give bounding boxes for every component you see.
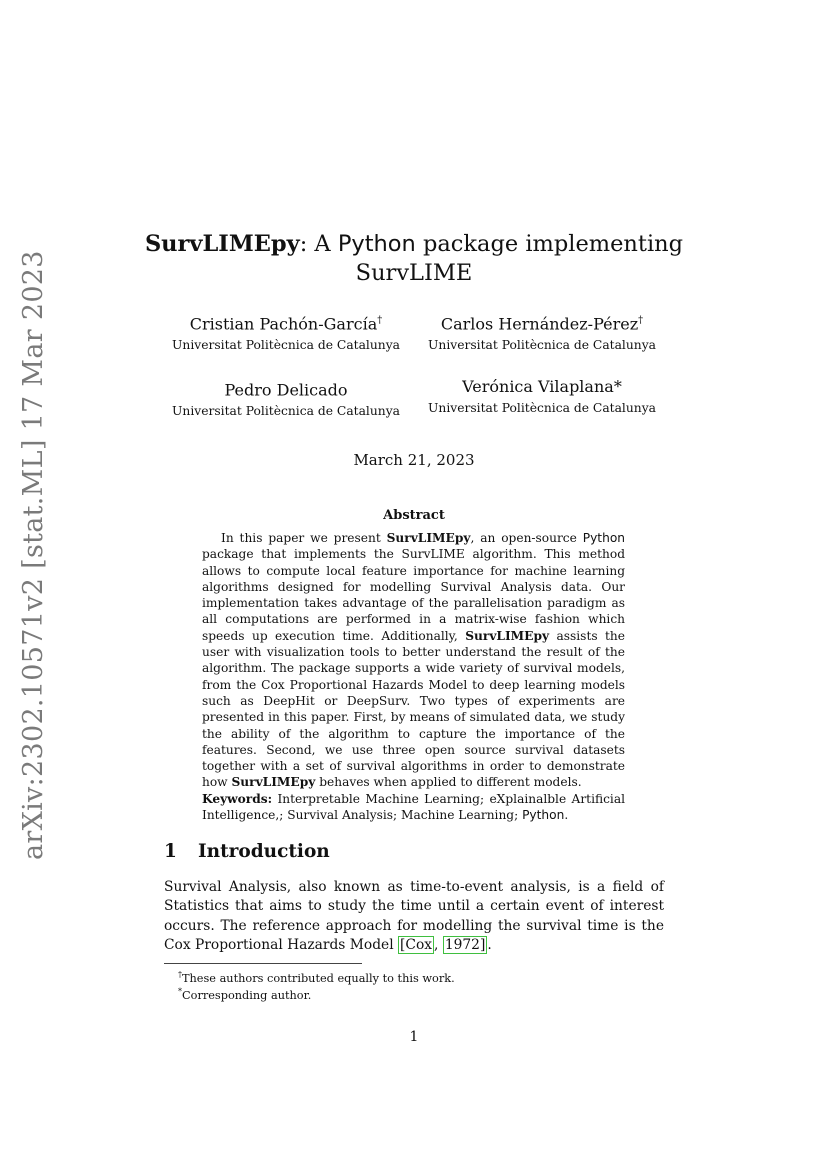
section-title: Introduction (198, 841, 330, 862)
author-affiliation: Universitat Politècnica de Catalunya (428, 338, 656, 353)
abstract-body (202, 530, 625, 823)
citation-link-year[interactable]: 1972] (444, 936, 486, 953)
footnote-corresponding-author: *Corresponding author. (178, 987, 312, 1002)
package-name: SurvLIMEpy (231, 775, 316, 790)
author-mark: * (613, 377, 622, 396)
arxiv-identifier-stamp: arXiv:2302.10571v2 [stat.ML] 17 Mar 2023 (18, 250, 49, 860)
keywords: Keywords: Interpretable Machine Learning; eXplainalble Artificial Intelligence,; Survival Analysis; Machine Learning; Python. (202, 791, 625, 823)
keywords-label: Keywords: (202, 791, 273, 806)
paper-title: SurvLIMEpy: A Python package implementing SurvLIME (144, 231, 684, 286)
abstract-heading: Abstract (383, 508, 445, 523)
section-heading (164, 841, 330, 862)
author-name: Pedro Delicado (224, 380, 348, 400)
author-name: Carlos Hernández-Pérez (440, 314, 639, 334)
author-block-4 (412, 377, 672, 417)
footnote-divider (164, 963, 362, 964)
title-package-name: SurvLIMEpy (144, 231, 300, 257)
python-name: Python (582, 531, 625, 545)
author-affiliation: Universitat Politècnica de Catalunya (172, 404, 400, 419)
author-block-3 (156, 377, 416, 420)
footnote-mark: * (178, 987, 182, 996)
title-python: Python (337, 231, 416, 257)
author-name: Verónica Vilaplana (462, 377, 614, 396)
author-mark: † (377, 315, 383, 326)
author-block-1 (156, 311, 416, 354)
package-name: SurvLIMEpy (465, 628, 550, 643)
section-number: 1 (164, 841, 177, 862)
author-affiliation: Universitat Politècnica de Catalunya (172, 338, 400, 353)
author-mark: † (638, 315, 644, 326)
footnote-mark: † (178, 970, 182, 979)
python-name: Python (522, 808, 565, 823)
citation-link-author[interactable]: [Cox (400, 936, 433, 953)
author-affiliation: Universitat Politècnica de Catalunya (428, 401, 656, 415)
page-number: 1 (409, 1029, 419, 1045)
author-block-2 (412, 311, 672, 354)
abstract-paragraph: In this paper we present SurvLIMEpy, an open-source Python package that implements the SurvLIME algorithm. This method allows to compute local feature importance for machine learning algorithms designed for modelling Survival Analysis data. Our implementation takes advantage of the parallelisation paradigm as all computations are performed in a matrix-wise fashion which speeds up execution time. Additionally, SurvLIMEpy assists the user with visualization tools to better understand the result of the algorithm. The package supports a wide variety of survival models, from the Cox Proportional Hazards Model to deep learning models such as DeepHit or DeepSurv. Two types of experiments are presented in this paper. First, by means of simulated data, we study the ability of the algorithm to capture the importance of the features. Second, we use three open source survival datasets together with a set of survival algorithms in order to demonstrate how SurvLIMEpy behaves when applied to different models. (202, 531, 625, 790)
paper-date: March 21, 2023 (353, 451, 475, 469)
footnote-equal-contribution: †These authors contributed equally to this work. (178, 970, 455, 985)
author-name: Cristian Pachón-García (189, 314, 378, 334)
package-name: SurvLIMEpy (386, 531, 471, 545)
introduction-paragraph: Survival Analysis, also known as time-to-event analysis, is a field of Statistics that aims to study the time until a certain event of interest occurs. The reference approach for modelling the survival time is the Cox Proportional Hazards Model [Cox , 1972] . (164, 879, 664, 953)
